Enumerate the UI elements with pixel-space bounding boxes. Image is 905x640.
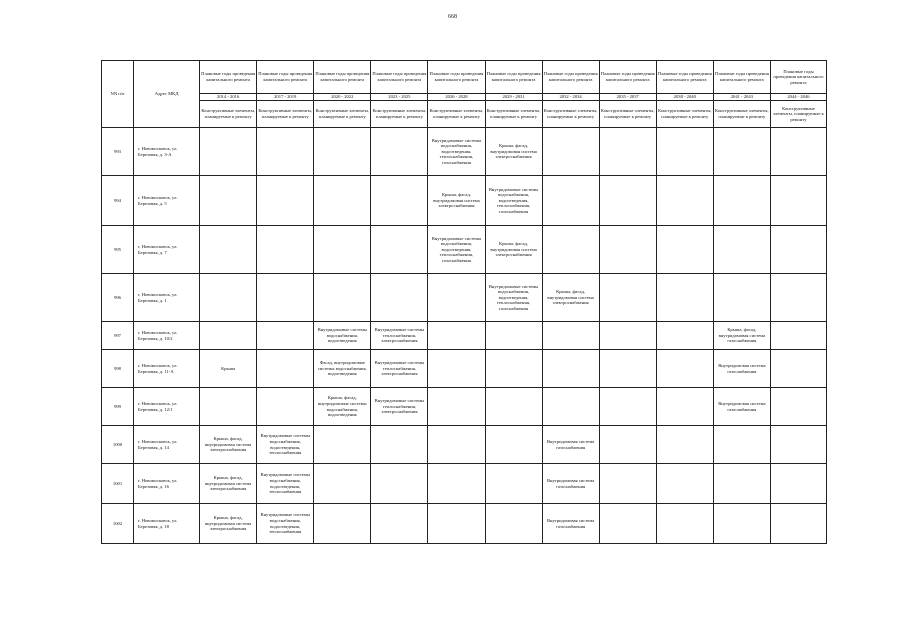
repair-cell — [485, 504, 542, 544]
repair-cell — [770, 504, 826, 544]
table-row — [102, 350, 827, 388]
repair-cell — [770, 128, 826, 176]
repair-cell — [656, 176, 713, 226]
repair-cell — [599, 176, 656, 226]
repair-cell — [314, 128, 371, 176]
elements-header: Конструктивные элементы, планируемые к ремонту — [257, 101, 314, 128]
repair-cell — [200, 128, 257, 176]
repair-cell: Крыша, фасад, внутридомовая система электроснабжения — [485, 128, 542, 176]
row-address: г. Новомосковск, ул. Березовая, д. 16 — [134, 464, 200, 504]
repair-cell — [314, 464, 371, 504]
repair-cell — [257, 128, 314, 176]
period-header: 2029 - 2031 — [485, 94, 542, 101]
repair-cell — [428, 322, 485, 350]
repair-cell — [485, 350, 542, 388]
repair-cell — [656, 426, 713, 464]
repair-cell — [542, 350, 599, 388]
plan-header: Плановые годы проведения капитального ремонта — [485, 61, 542, 94]
plan-header: Плановые годы проведения капитального ремонта — [542, 61, 599, 94]
table-row — [102, 388, 827, 426]
repair-cell — [371, 426, 428, 464]
table-row — [102, 322, 827, 350]
repair-cell: Внутридомовые системы водоснабжения, водоотведения — [314, 322, 371, 350]
repair-cell — [428, 464, 485, 504]
repair-cell — [428, 350, 485, 388]
repair-cell — [656, 504, 713, 544]
plan-header: Плановые годы проведения капитального ремонта — [200, 61, 257, 94]
repair-cell — [713, 226, 770, 274]
repair-cell — [485, 426, 542, 464]
table-row — [102, 226, 827, 274]
repair-cell — [656, 350, 713, 388]
row-number: 993 — [102, 128, 134, 176]
repair-cell — [428, 504, 485, 544]
repair-cell — [428, 388, 485, 426]
repair-cell — [257, 350, 314, 388]
repair-cell — [599, 274, 656, 322]
repair-cell — [770, 274, 826, 322]
repair-cell — [599, 226, 656, 274]
repair-cell — [770, 464, 826, 504]
repair-cell — [542, 226, 599, 274]
table-row — [102, 128, 827, 176]
repair-cell — [542, 388, 599, 426]
elements-header: Конструктивные элементы, планируемые к ремонту — [542, 101, 599, 128]
repair-cell — [542, 322, 599, 350]
repair-cell — [656, 226, 713, 274]
repair-cell: Внутридомовые системы теплоснабжения, электроснабжения — [371, 350, 428, 388]
repair-cell — [485, 388, 542, 426]
period-header: 2023 - 2025 — [371, 94, 428, 101]
repair-cell: Внутридомовые системы водоснабжения, водоотведения, теплоснабжения, газоснабжения — [428, 128, 485, 176]
period-header: 2032 - 2034 — [542, 94, 599, 101]
repair-cell — [314, 274, 371, 322]
plan-header: Плановые годы проведения капитального ремонта — [713, 61, 770, 94]
repair-cell — [713, 176, 770, 226]
repair-cell: Крыша, фасад, внутридомовая система электроснабжения — [542, 274, 599, 322]
row-number: 997 — [102, 322, 134, 350]
repair-cell — [599, 504, 656, 544]
repair-cell — [485, 322, 542, 350]
repair-cell: Крыша — [200, 350, 257, 388]
repair-cell — [656, 274, 713, 322]
repair-cell — [371, 274, 428, 322]
repair-cell — [257, 388, 314, 426]
repair-cell — [599, 350, 656, 388]
row-address: г. Новомосковск, ул. Березовая, д. 10/2 — [134, 322, 200, 350]
repair-cell — [371, 128, 428, 176]
repair-cell — [314, 504, 371, 544]
repair-cell — [257, 274, 314, 322]
address-header: Адрес МКД — [134, 61, 200, 128]
header-row-years — [102, 94, 827, 101]
repair-cell — [200, 388, 257, 426]
header-row-elements — [102, 101, 827, 128]
repair-cell — [542, 176, 599, 226]
repair-cell: Внутридомовые системы водоснабжения, водоотведения, теплоснабжения, газоснабжения — [428, 226, 485, 274]
repair-cell — [257, 226, 314, 274]
table-row — [102, 274, 827, 322]
repair-cell — [770, 388, 826, 426]
num-header: NN п/п — [102, 61, 134, 128]
repair-cell — [200, 322, 257, 350]
period-header: 2041 - 2043 — [713, 94, 770, 101]
period-header: 2035 - 2037 — [599, 94, 656, 101]
row-number: 994 — [102, 176, 134, 226]
repair-cell — [599, 322, 656, 350]
repair-cell: Крыша, фасад, внутридомовая система электроснабжения — [200, 504, 257, 544]
repair-cell — [713, 464, 770, 504]
elements-header: Конструктивные элементы, планируемые к ремонту — [713, 101, 770, 128]
period-header: 2026 - 2028 — [428, 94, 485, 101]
repair-cell — [713, 128, 770, 176]
repair-cell — [713, 504, 770, 544]
repair-cell: Внутридомовые системы водоснабжения, водоотведения, теплоснабжения, газоснабжения — [485, 274, 542, 322]
repair-cell: Внутридомовые системы водоснабжения, водоотведения, теплоснабжения — [257, 426, 314, 464]
elements-header: Конструктивные элементы, планируемые к ремонту — [314, 101, 371, 128]
row-number: 999 — [102, 388, 134, 426]
repair-cell: Крыша, фасад, внутридомовая система газоснабжения — [713, 322, 770, 350]
repair-cell — [656, 388, 713, 426]
row-number: 1002 — [102, 504, 134, 544]
plan-header: Плановые годы проведения капитального ремонта — [257, 61, 314, 94]
repair-cell — [371, 226, 428, 274]
elements-header: Конструктивные элементы, планируемые к ремонту — [371, 101, 428, 128]
table-row — [102, 176, 827, 226]
row-address: г. Новомосковск, ул. Березовая, д. 12/1 — [134, 388, 200, 426]
repair-cell — [371, 464, 428, 504]
repair-cell: Внутридомовые системы теплоснабжения, электроснабжения — [371, 388, 428, 426]
row-address: г. Новомосковск, ул. Березовая, д. 14 — [134, 426, 200, 464]
plan-header: Плановые годы проведения капитального ремонта — [428, 61, 485, 94]
row-address: г. Новомосковск, ул. Березовая, д. 5 — [134, 176, 200, 226]
row-address: г. Новомосковск, ул. Березовая, д. 3-А — [134, 128, 200, 176]
row-number: 996 — [102, 274, 134, 322]
period-header: 2044 - 2046 — [770, 94, 826, 101]
table-row — [102, 464, 827, 504]
repair-cell — [314, 226, 371, 274]
header-row-plan — [102, 61, 827, 94]
repair-cell: Фасад, внутридомовые системы водоснабжения, водоотведения — [314, 350, 371, 388]
repair-cell — [371, 504, 428, 544]
repair-cell — [200, 226, 257, 274]
repair-cell — [770, 350, 826, 388]
repair-cell — [656, 128, 713, 176]
row-address: г. Новомосковск, ул. Березовая, д. 1 — [134, 274, 200, 322]
row-address: г. Новомосковск, ул. Березовая, д. 7 — [134, 226, 200, 274]
repair-cell — [770, 226, 826, 274]
repair-cell — [599, 464, 656, 504]
table-row — [102, 504, 827, 544]
period-header: 2014 - 2016 — [200, 94, 257, 101]
repair-cell: Внутридомовые системы водоснабжения, водоотведения, теплоснабжения — [257, 464, 314, 504]
repair-cell: Внутридомовая система газоснабжения — [542, 504, 599, 544]
repair-cell — [656, 464, 713, 504]
repair-cell — [200, 176, 257, 226]
elements-header: Конструктивные элементы, планируемые к ремонту — [485, 101, 542, 128]
repair-cell — [713, 274, 770, 322]
repair-cell: Крыша, фасад, внутридомовая система электроснабжения — [485, 226, 542, 274]
row-number: 998 — [102, 350, 134, 388]
repair-cell — [770, 322, 826, 350]
elements-header: Конструктивные элементы, планируемые к ремонту — [770, 101, 826, 128]
repair-cell — [257, 322, 314, 350]
repair-cell — [599, 128, 656, 176]
repair-cell: Внутридомовая система газоснабжения — [542, 464, 599, 504]
repair-cell: Внутридомовые системы водоснабжения, водоотведения, теплоснабжения — [257, 504, 314, 544]
repair-cell — [428, 274, 485, 322]
plan-header: Плановые годы проведения капитального ремонта — [371, 61, 428, 94]
elements-header: Конструктивные элементы, планируемые к ремонту — [428, 101, 485, 128]
row-number: 1000 — [102, 426, 134, 464]
repair-cell — [257, 176, 314, 226]
repair-cell — [770, 426, 826, 464]
plan-header: Плановые годы проведения капитального ремонта — [599, 61, 656, 94]
repair-cell — [656, 322, 713, 350]
repair-cell: Крыша, фасад, внутридомовая система электроснабжения — [428, 176, 485, 226]
repair-cell: Крыша, фасад, внутридомовая система электроснабжения — [200, 464, 257, 504]
repair-cell: Внутридомовая система газоснабжения — [542, 426, 599, 464]
repair-cell — [542, 128, 599, 176]
repair-cell — [314, 176, 371, 226]
table-row — [102, 426, 827, 464]
period-header: 2020 - 2022 — [314, 94, 371, 101]
elements-header: Конструктивные элементы, планируемые к ремонту — [599, 101, 656, 128]
repair-cell — [371, 176, 428, 226]
plan-header: Плановые годы проведения капитального ремонта — [770, 61, 826, 94]
elements-header: Конструктивные элементы, планируемые к ремонту — [656, 101, 713, 128]
row-number: 1001 — [102, 464, 134, 504]
capital-repair-table — [101, 60, 827, 544]
page-number: 668 — [448, 14, 457, 20]
repair-cell: Внутридомовые системы теплоснабжения, электроснабжения — [371, 322, 428, 350]
repair-cell — [770, 176, 826, 226]
repair-cell — [599, 426, 656, 464]
row-number: 995 — [102, 226, 134, 274]
repair-cell: Крыша, фасад, внутридомовые системы водоснабжения, водоотведения — [314, 388, 371, 426]
repair-cell — [314, 426, 371, 464]
row-address: г. Новомосковск, ул. Березовая, д. 11-А — [134, 350, 200, 388]
period-header: 2038 - 2040 — [656, 94, 713, 101]
elements-header: Конструктивные элементы, планируемые к ремонту — [200, 101, 257, 128]
repair-cell — [428, 426, 485, 464]
plan-header: Плановые годы проведения капитального ремонта — [314, 61, 371, 94]
period-header: 2017 - 2019 — [257, 94, 314, 101]
repair-cell — [485, 464, 542, 504]
repair-cell: Внутридомовая система газоснабжения — [713, 350, 770, 388]
plan-header: Плановые годы проведения капитального ремонта — [656, 61, 713, 94]
repair-cell — [713, 426, 770, 464]
row-address: г. Новомосковск, ул. Березовая, д. 18 — [134, 504, 200, 544]
repair-cell: Внутридомовые системы водоснабжения, водоотведения, теплоснабжения, газоснабжения — [485, 176, 542, 226]
repair-cell: Внутридомовая система газоснабжения — [713, 388, 770, 426]
repair-cell: Крыша, фасад, внутридомовая система электроснабжения — [200, 426, 257, 464]
repair-cell — [200, 274, 257, 322]
repair-cell — [599, 388, 656, 426]
